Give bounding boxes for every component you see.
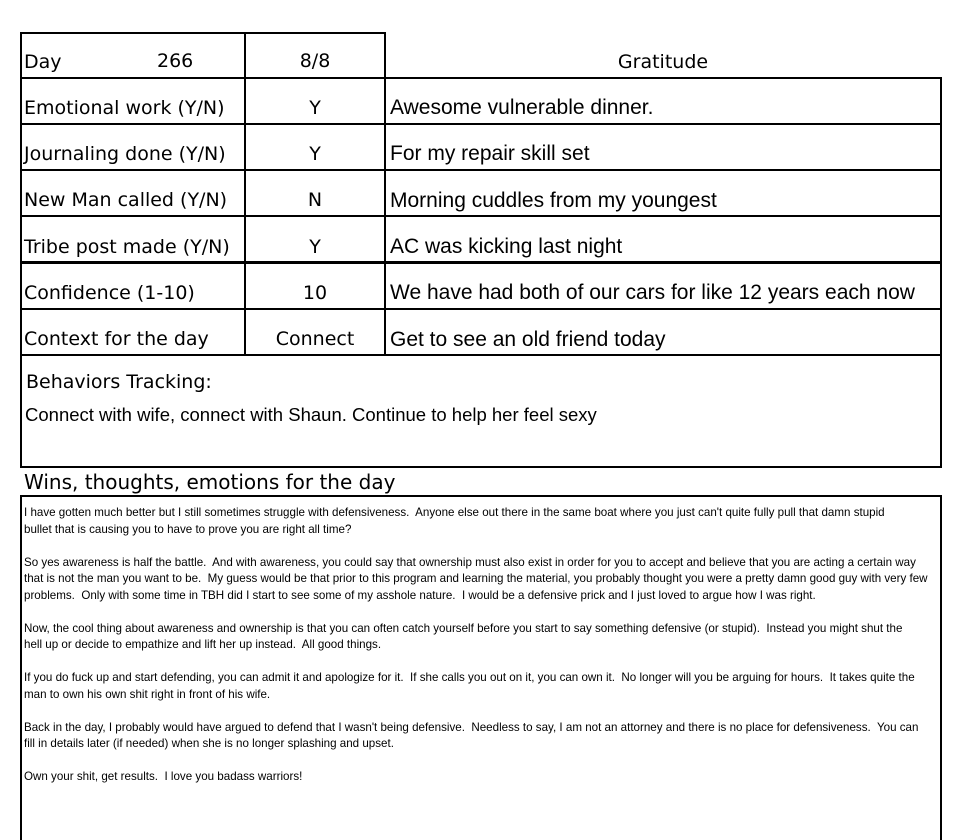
row-label: Tribe post made (Y/N) bbox=[24, 236, 230, 258]
gratitude-item: Get to see an old friend today bbox=[390, 328, 666, 351]
day-label: Day bbox=[24, 51, 62, 73]
row-label: Journaling done (Y/N) bbox=[24, 143, 226, 165]
behaviors-text: Connect with wife, connect with Shaun. Continue to help her feel sexy bbox=[25, 404, 597, 425]
row-value: Y bbox=[309, 236, 321, 258]
wins-paragraph: I have gotten much better but I still sometimes struggle with defensiveness. Anyone else out there in the same boat where you just can't quite fully pull that damn stupid bullet that is causing you to have to prove you are right all time? bbox=[24, 506, 885, 536]
behaviors-title: Behaviors Tracking: bbox=[26, 371, 212, 393]
row-value: Connect bbox=[275, 328, 355, 350]
gratitude-title: Gratitude bbox=[617, 51, 709, 73]
wins-paragraph: If you do fuck up and start defending, you can admit it and apologize for it. If she calls you out on it, you can own it. No longer will you be arguing for hours. It takes quite the man to own his own shit right in front of his wife. bbox=[24, 671, 915, 701]
row-value: N bbox=[307, 189, 323, 211]
wins-title: Wins, thoughts, emotions for the day bbox=[24, 470, 396, 494]
gratitude-item: Morning cuddles from my youngest bbox=[390, 189, 717, 212]
date-value: 8/8 bbox=[299, 50, 331, 72]
row-value: Y bbox=[309, 143, 321, 165]
row-label: New Man called (Y/N) bbox=[24, 189, 228, 211]
gratitude-item: For my repair skill set bbox=[390, 142, 590, 165]
wins-paragraph: Now, the cool thing about awareness and ownership is that you can often catch yourself before you start to say something defensive (or stupid). Instead you might shut the hell up or decide to empathize and lift her up instead. All good things. bbox=[24, 621, 903, 651]
day-number: 266 bbox=[157, 50, 194, 72]
row-label: Context for the day bbox=[24, 328, 209, 350]
wins-paragraph: Own your shit, get results. I love you badass warriors! bbox=[24, 770, 303, 783]
gratitude-item: Awesome vulnerable dinner. bbox=[390, 96, 654, 119]
row-label: Emotional work (Y/N) bbox=[24, 97, 225, 119]
row-value: Y bbox=[309, 97, 321, 119]
gratitude-item: AC was kicking last night bbox=[390, 235, 623, 258]
wins-paragraph: So yes awareness is half the battle. And with awareness, you could say that ownership must also exist in order for you to accept and believe that you are acting a certain way that is not the man you want to be. My guess would be that prior to this program and learning the material, you probably thought you were a pretty damn good guy with very few problems. Only with some time in TBH did I start to see some of my asshole nature. I would be a defensive prick and I just loved to argue how I was right. bbox=[24, 555, 928, 602]
wins-paragraph: Back in the day, I probably would have argued to defend that I wasn't being defensive. Needless to say, I am not an attorney and there is no place for defensiveness. You can fill in details later (if needed) when she is no longer splashing and upset. bbox=[24, 720, 919, 750]
row-label: Confidence (1-10) bbox=[24, 282, 195, 304]
row-value: 10 bbox=[302, 282, 328, 304]
gratitude-item: We have had both of our cars for like 12 years each now bbox=[390, 281, 915, 304]
wins-text bbox=[24, 505, 937, 833]
